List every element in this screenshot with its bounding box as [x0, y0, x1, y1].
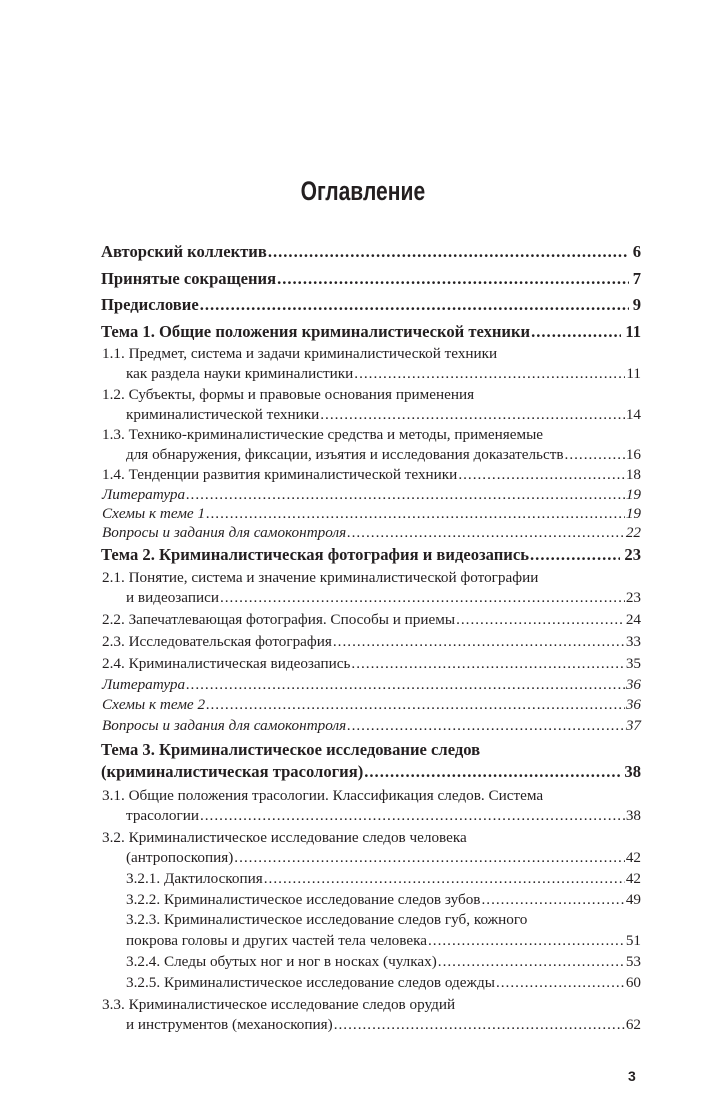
toc-page-number: 36 — [625, 676, 641, 693]
toc-entry-text: 2.1. Понятие, система и значение криминалистической фотографии — [102, 569, 539, 586]
toc-entry[interactable] — [101, 761, 641, 783]
toc-entry-text: Схемы к теме 2 — [102, 696, 206, 713]
dot-leader — [320, 404, 625, 426]
toc-entry-text: 2.4. Криминалистическая видеозапись — [102, 655, 351, 672]
toc-entry[interactable] — [126, 805, 641, 827]
toc-entry-line — [102, 424, 641, 446]
toc-page-number: 19 — [625, 505, 641, 522]
toc-page-number: 19 — [625, 486, 641, 503]
toc-page-number: 33 — [625, 633, 641, 650]
toc-entry-text: Вопросы и задания для самоконтроля — [102, 524, 347, 541]
toc-entry-text: 2.3. Исследовательская фотография — [102, 633, 332, 650]
toc-entry[interactable] — [126, 847, 641, 869]
dot-leader — [277, 268, 629, 290]
toc-page-number: 22 — [625, 524, 641, 541]
toc-entry-text: и видеозаписи — [126, 589, 219, 606]
toc-page-number: 42 — [625, 870, 641, 887]
toc-entry-text: 1.4. Тенденции развития криминалистической техники — [102, 466, 458, 483]
toc-entry-text: Схемы к теме 1 — [102, 505, 206, 522]
dot-leader — [333, 631, 625, 653]
toc-entry[interactable] — [102, 631, 641, 653]
toc-entry-text: 3.2.3. Криминалистическое исследование следов губ, кожного — [126, 911, 528, 928]
toc-entry-text: 2.2. Запечатлевающая фотография. Способы и приемы — [102, 611, 456, 628]
toc-entry-line — [102, 827, 641, 849]
toc-entry-text: 3.3. Криминалистическое исследование следов орудий — [102, 996, 456, 1013]
dot-leader — [530, 544, 620, 566]
toc-entry-text: 3.1. Общие положения трасологии. Классификация следов. Система — [102, 787, 544, 804]
toc-entry-text: Тема 1. Общие положения криминалистической техники — [101, 322, 531, 341]
dot-leader — [428, 930, 625, 952]
dot-leader — [496, 972, 625, 994]
toc-entry[interactable] — [126, 587, 641, 609]
toc-entry-text: Предисловие — [101, 295, 199, 314]
toc-entry-text: (антропоскопия) — [126, 849, 234, 866]
toc-page-number: 36 — [625, 696, 641, 713]
toc-page-number: 42 — [625, 849, 641, 866]
toc-entry[interactable] — [126, 889, 641, 911]
toc-entry-text: как раздела науки криминалистики — [126, 365, 354, 382]
dot-leader — [220, 587, 625, 609]
dot-leader — [354, 363, 625, 385]
toc-page-number: 35 — [625, 655, 641, 672]
toc-entry-text: трасологии — [126, 807, 199, 824]
dot-leader — [458, 464, 625, 486]
toc-page-number: 23 — [624, 545, 641, 564]
toc-page-number: 53 — [625, 953, 641, 970]
dot-leader — [456, 609, 625, 631]
toc-entry[interactable] — [126, 444, 641, 466]
toc-entry[interactable] — [102, 653, 641, 675]
toc-page-number: 16 — [625, 446, 641, 463]
toc-page-number: 7 — [632, 269, 641, 288]
toc-entry[interactable] — [126, 404, 641, 426]
toc-entry-text: 3.2. Криминалистическое исследование следов человека — [102, 829, 467, 846]
dot-leader — [364, 761, 620, 783]
toc-entry-text: Тема 2. Криминалистическая фотография и видеозапись — [101, 545, 530, 564]
dot-leader — [206, 694, 625, 716]
dot-leader — [200, 805, 625, 827]
toc-entry[interactable] — [101, 544, 641, 566]
toc-entry[interactable] — [102, 694, 641, 716]
toc-entry-text: 3.2.5. Криминалистическое исследование следов одежды — [126, 974, 495, 991]
toc-page-number: 18 — [625, 466, 641, 483]
toc-entry-line — [102, 785, 641, 807]
toc-entry[interactable] — [102, 464, 641, 486]
toc-page-number: 51 — [625, 932, 641, 949]
toc-entry[interactable] — [101, 241, 641, 263]
dot-leader — [351, 653, 624, 675]
dot-leader — [481, 889, 624, 911]
toc-page-number: 62 — [625, 1016, 641, 1033]
dot-leader — [268, 241, 629, 263]
toc-entry[interactable] — [126, 1014, 641, 1036]
dot-leader — [347, 522, 625, 544]
toc-page-number: 37 — [625, 717, 641, 734]
dot-leader — [264, 868, 625, 890]
toc-page-number: 23 — [625, 589, 641, 606]
toc-page-number: 38 — [624, 762, 641, 781]
dot-leader — [200, 294, 629, 316]
toc-entry-text: 1.3. Технико-криминалистические средства и методы, применяемые — [102, 426, 544, 443]
toc-entry-line — [102, 567, 641, 589]
toc-entry-text: 3.2.1. Дактилоскопия — [126, 870, 263, 887]
toc-entry[interactable] — [126, 951, 641, 973]
toc-entry-text: 3.2.4. Следы обутых ног и ног в носках (чулках) — [126, 953, 437, 970]
toc-entry[interactable] — [126, 868, 641, 890]
toc-entry-text: Авторский коллектив — [101, 242, 267, 261]
toc-entry[interactable] — [101, 294, 641, 316]
dot-leader — [531, 321, 621, 343]
toc-entry-text: для обнаружения, фиксации, изъятия и исследования доказательств — [126, 446, 564, 463]
toc-entry-text: Тема 3. Криминалистическое исследование следов — [101, 740, 481, 759]
dot-leader — [334, 1014, 625, 1036]
toc-page-number: 49 — [625, 891, 641, 908]
toc-entry-text: криминалистической техники — [126, 406, 320, 423]
toc-page-number: 60 — [625, 974, 641, 991]
toc-entry[interactable] — [126, 363, 641, 385]
toc-page-number: 24 — [625, 611, 641, 628]
toc-page-number: 38 — [625, 807, 641, 824]
toc-entry[interactable] — [102, 609, 641, 631]
toc-entry-text: Литература — [102, 676, 186, 693]
page-title: Оглавление — [300, 176, 426, 206]
toc-page-number: 6 — [632, 242, 641, 261]
dot-leader — [565, 444, 625, 466]
toc-entry-line — [126, 909, 641, 931]
dot-leader — [438, 951, 625, 973]
toc-entry-text: Литература — [102, 486, 186, 503]
dot-leader — [234, 847, 625, 869]
toc-entry-text: 1.2. Субъекты, формы и правовые основания применения — [102, 386, 475, 403]
toc-entry-text: (криминалистическая трасология) — [101, 762, 364, 781]
toc-entry-text: покрова головы и других частей тела человека — [126, 932, 427, 949]
dot-leader — [347, 715, 625, 737]
toc-entry-text: 3.2.2. Криминалистическое исследование следов зубов — [126, 891, 481, 908]
dot-leader — [186, 674, 625, 696]
toc-entry[interactable] — [102, 715, 641, 737]
toc-entry-text: Принятые сокращения — [101, 269, 277, 288]
toc-entry-line — [101, 739, 641, 761]
toc-page-number: 14 — [625, 406, 641, 423]
toc-entry-text: 1.1. Предмет, система и задачи криминалистической техники — [102, 345, 498, 362]
toc-entry-line — [102, 384, 641, 406]
toc-entry[interactable] — [102, 522, 641, 544]
toc-entry-line — [102, 994, 641, 1016]
toc-entry-line — [102, 343, 641, 365]
toc-page-number: 11 — [625, 322, 641, 341]
toc-entry[interactable] — [126, 930, 641, 952]
toc-page-number: 9 — [632, 295, 641, 314]
toc-entry[interactable] — [102, 674, 641, 696]
toc-entry[interactable] — [101, 268, 641, 290]
page-number: 3 — [628, 1068, 636, 1084]
toc-entry-text: и инструментов (механоскопия) — [126, 1016, 333, 1033]
toc-page-number: 11 — [626, 365, 641, 382]
toc-entry[interactable] — [101, 321, 641, 343]
toc-entry[interactable] — [126, 972, 641, 994]
toc-entry-text: Вопросы и задания для самоконтроля — [102, 717, 347, 734]
